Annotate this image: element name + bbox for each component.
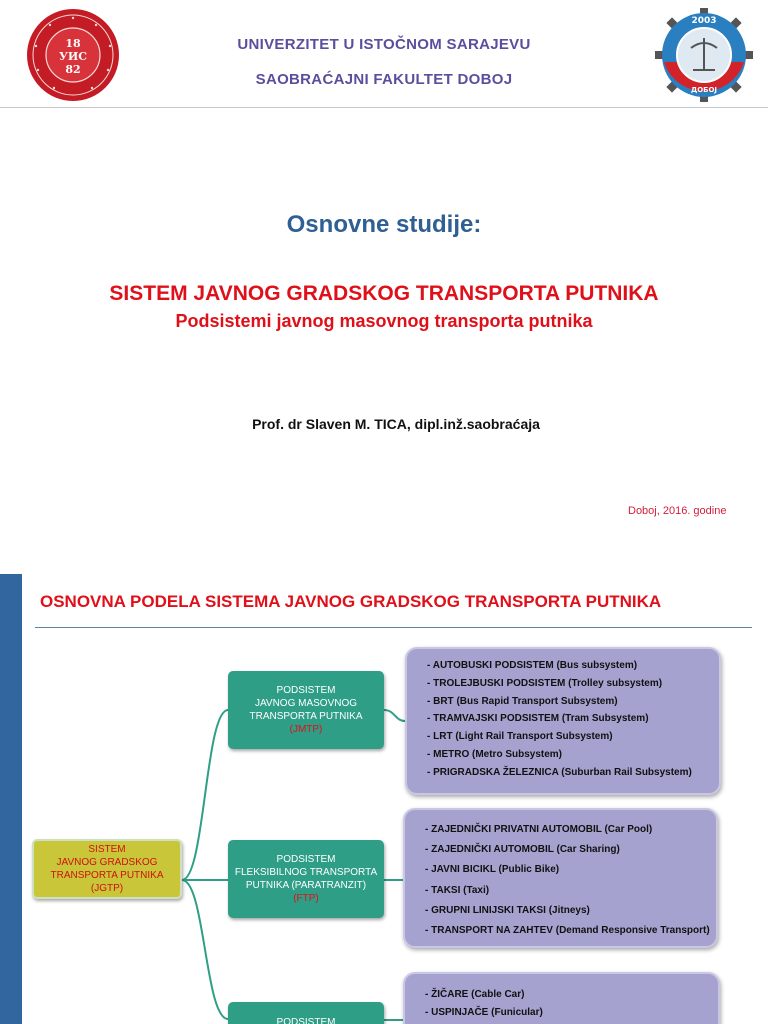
sub1-acronym: (JMTP) xyxy=(289,724,323,736)
root-node-jgtp xyxy=(32,839,182,899)
sub2-line1: PODSISTEM xyxy=(276,853,336,865)
diagram-slide xyxy=(0,574,768,1024)
list-item: - PRIGRADSKA ŽELEZNICA (Suburban Rail Subsystem) xyxy=(427,766,692,778)
svg-text:УИС: УИС xyxy=(58,50,88,63)
list-item: - METRO (Metro Subsystem) xyxy=(427,748,563,760)
diagram-title: OSNOVNA PODELA SISTEMA JAVNOG GRADSKOG TRANSPORTA PUTNIKA xyxy=(40,592,662,611)
list-item: - GRUPNI LINIJSKI TAKSI (Jitneys) xyxy=(425,904,590,916)
third-list-box xyxy=(403,972,720,1024)
diagram-connectors xyxy=(0,574,768,1024)
list-item: - ZAJEDNIČKI AUTOMOBIL (Car Sharing) xyxy=(425,844,620,856)
header-divider xyxy=(0,107,768,108)
study-label: Osnovne studije: xyxy=(286,211,482,238)
connector-jmtp-list xyxy=(384,710,405,721)
emblem-city: ДОБОЈ xyxy=(690,86,718,94)
list-item: - ZAJEDNIČKI PRIVATNI AUTOMOBIL (Car Pool) xyxy=(425,824,653,835)
jmtp-list-box xyxy=(405,647,721,795)
list-item: - ŽIČARE (Cable Car) xyxy=(425,989,525,1000)
sub2-line3: PUTNIKA (PARATRANZIT) xyxy=(245,880,367,891)
main-title: SISTEM JAVNOG GRADSKOG TRANSPORTA PUTNIKA xyxy=(109,282,659,305)
author-line: Prof. dr Slaven M. TICA, dipl.inž.saobraćaja xyxy=(252,416,540,432)
subsystem-node-ftp xyxy=(228,840,384,918)
list-item: - BRT (Bus Rapid Transport Subsystem) xyxy=(427,695,618,707)
connector-root-jmtp xyxy=(182,710,228,880)
sub-title: Podsistemi javnog masovnog transporta putnika xyxy=(175,311,593,331)
list-item: - USPINJAČE (Funicular) xyxy=(425,1006,543,1018)
list-item: - JAVNI BICIKL (Public Bike) xyxy=(425,864,560,876)
root-acronym: (JGTP) xyxy=(90,883,124,895)
sub1-line2: JAVNOG MASOVNOG xyxy=(254,697,358,709)
list-item: - TROLEJBUSKI PODSISTEM (Trolley subsystem) xyxy=(427,677,663,689)
root-line1: SISTEM xyxy=(88,843,126,855)
ftp-list-box xyxy=(403,808,718,948)
subsystem-node-jmtp xyxy=(228,671,384,749)
sub3-line1: PODSISTEM xyxy=(276,1017,336,1024)
list-item: - TRAMVAJSKI PODSISTEM (Tram Subsystem) xyxy=(427,713,649,725)
subsystem-node-third xyxy=(228,1002,384,1024)
sub1-line3: TRANSPORTA PUTNIKA xyxy=(249,711,363,722)
faculty-emblem-icon xyxy=(655,8,753,102)
list-item: - LRT (Light Rail Transport Subsystem) xyxy=(427,731,613,743)
university-name: UNIVERZITET U ISTOČNOM SARAJEVU xyxy=(237,36,531,53)
sub2-line2: FLEKSIBILNOG TRANSPORTA xyxy=(234,866,378,878)
root-line3: TRANSPORTA PUTNIKA xyxy=(50,870,164,881)
sub1-line1: PODSISTEM xyxy=(276,684,336,696)
list-item: - AUTOBUSKI PODSISTEM (Bus subsystem) xyxy=(427,660,638,671)
list-item: - TRANSPORT NA ZAHTEV (Demand Responsive Transport) xyxy=(425,925,710,937)
connector-root-third xyxy=(182,880,228,1019)
faculty-name: SAOBRAĆAJNI FAKULTET DOBOJ xyxy=(255,71,513,88)
list-item: - TAKSI (Taxi) xyxy=(425,884,490,896)
svg-text:18: 18 xyxy=(65,37,81,50)
svg-text:82: 82 xyxy=(65,63,81,76)
root-line2: JAVNOG GRADSKOG xyxy=(56,856,158,868)
date-line: Doboj, 2016. godine xyxy=(628,505,727,517)
emblem-year: 2003 xyxy=(691,16,717,26)
sub2-acronym: (FTP) xyxy=(293,893,319,905)
